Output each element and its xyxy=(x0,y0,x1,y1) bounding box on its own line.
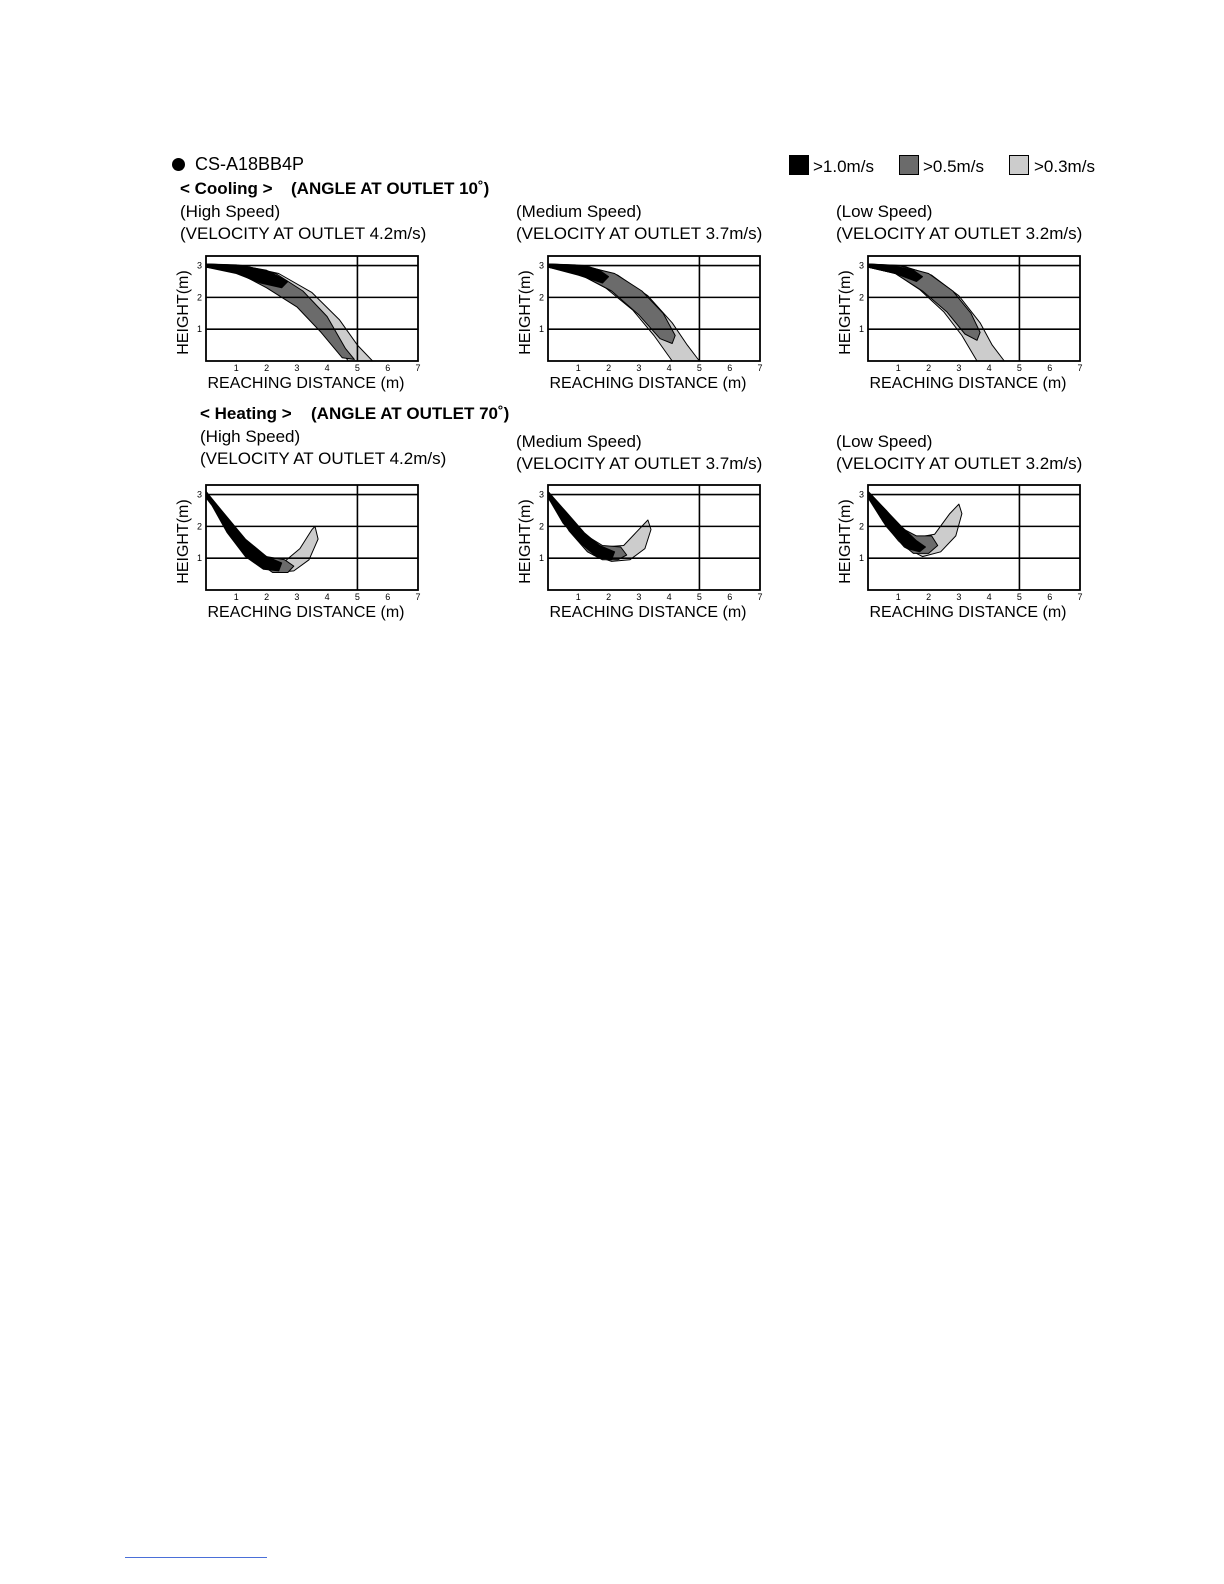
x-tick-label: 5 xyxy=(696,592,702,602)
heating-high-speed-label: (High Speed) xyxy=(200,427,301,446)
cooling-medium-velocity-label: (VELOCITY AT OUTLET 3.7m/s) xyxy=(516,224,763,243)
y-tick-label: 2 xyxy=(538,292,544,303)
x-tick-label: 1 xyxy=(895,592,901,602)
y-tick-label: 2 xyxy=(538,521,544,532)
x-tick-label: 2 xyxy=(926,592,932,602)
y-tick-label: 1 xyxy=(538,324,544,335)
x-tick-label: 1 xyxy=(233,592,239,602)
x-tick-label: 2 xyxy=(264,592,270,602)
x-tick-label: 4 xyxy=(666,363,672,373)
cooling-low-speed-label: (Low Speed) xyxy=(836,202,933,221)
x-axis-label: REACHING DISTANCE (m) xyxy=(869,604,1067,621)
plot-area xyxy=(206,491,318,572)
y-tick-label: 3 xyxy=(858,489,864,500)
plot-area xyxy=(868,264,1004,361)
x-tick-label: 5 xyxy=(354,592,360,602)
y-tick-label: 1 xyxy=(196,553,202,564)
x-tick-label: 2 xyxy=(606,592,612,602)
x-tick-label: 7 xyxy=(757,592,763,602)
chart-heating-medium xyxy=(512,479,772,624)
x-axis-label: REACHING DISTANCE (m) xyxy=(869,375,1067,392)
x-tick-label: 6 xyxy=(1047,592,1053,602)
x-tick-label: 6 xyxy=(385,363,391,373)
x-tick-label: 3 xyxy=(636,592,642,602)
x-tick-label: 5 xyxy=(1016,592,1022,602)
y-tick-label: 1 xyxy=(858,553,864,564)
x-tick-label: 6 xyxy=(727,592,733,602)
y-tick-label: 2 xyxy=(858,521,864,532)
x-tick-label: 4 xyxy=(666,592,672,602)
x-tick-label: 1 xyxy=(575,592,581,602)
x-tick-label: 7 xyxy=(1077,592,1083,602)
x-tick-label: 1 xyxy=(575,363,581,373)
y-tick-label: 2 xyxy=(858,292,864,303)
y-axis-label: HEIGHT(m) xyxy=(517,499,534,584)
x-tick-label: 4 xyxy=(986,363,992,373)
x-tick-label: 2 xyxy=(606,363,612,373)
y-tick-label: 3 xyxy=(196,489,202,500)
x-tick-label: 4 xyxy=(324,592,330,602)
chart-cooling-medium xyxy=(512,250,772,395)
x-tick-label: 6 xyxy=(385,592,391,602)
region-1.0-ms xyxy=(868,264,923,282)
x-tick-label: 3 xyxy=(956,363,962,373)
x-tick-label: 6 xyxy=(1047,363,1053,373)
legend-label-medium: >0.5m/s xyxy=(923,157,984,176)
model-name: CS-A18BB4P xyxy=(195,154,305,174)
y-axis-label: HEIGHT(m) xyxy=(175,270,192,355)
x-tick-label: 6 xyxy=(727,363,733,373)
heating-angle: (ANGLE AT OUTLET 70˚) xyxy=(311,404,510,423)
heating-low-speed-label: (Low Speed) xyxy=(836,432,933,451)
y-tick-label: 1 xyxy=(858,324,864,335)
y-tick-label: 3 xyxy=(538,489,544,500)
x-axis-label: REACHING DISTANCE (m) xyxy=(549,604,747,621)
x-tick-label: 3 xyxy=(636,363,642,373)
region-1.0-ms xyxy=(548,264,609,283)
heating-medium-speed-label: (Medium Speed) xyxy=(516,432,642,451)
legend-swatch-low xyxy=(1009,155,1029,175)
cooling-mode-title: < Cooling > xyxy=(180,179,273,198)
legend-label-low: >0.3m/s xyxy=(1034,157,1095,176)
cooling-low-velocity-label: (VELOCITY AT OUTLET 3.2m/s) xyxy=(836,224,1083,243)
y-tick-label: 1 xyxy=(538,553,544,564)
y-axis-label: HEIGHT(m) xyxy=(837,499,854,584)
plot-area xyxy=(206,264,373,361)
legend-swatch-medium xyxy=(899,155,919,175)
region-0.5-ms xyxy=(548,264,675,344)
x-tick-label: 4 xyxy=(324,363,330,373)
legend-label-high: >1.0m/s xyxy=(813,157,874,176)
y-tick-label: 1 xyxy=(196,324,202,335)
chart-heating-high xyxy=(170,479,430,624)
x-tick-label: 2 xyxy=(926,363,932,373)
y-axis-label: HEIGHT(m) xyxy=(837,270,854,355)
cooling-high-speed-label: (High Speed) xyxy=(180,202,281,221)
plot-area xyxy=(868,491,962,556)
cooling-high-velocity-label: (VELOCITY AT OUTLET 4.2m/s) xyxy=(180,224,427,243)
x-tick-label: 7 xyxy=(415,592,421,602)
x-tick-label: 3 xyxy=(956,592,962,602)
y-tick-label: 3 xyxy=(196,260,202,271)
x-tick-label: 5 xyxy=(696,363,702,373)
x-tick-label: 1 xyxy=(233,363,239,373)
y-tick-label: 3 xyxy=(538,260,544,271)
x-tick-label: 3 xyxy=(294,363,300,373)
region-0.3-ms xyxy=(548,264,699,361)
heating-mode-title: < Heating > xyxy=(200,404,292,423)
heating-high-velocity-label: (VELOCITY AT OUTLET 4.2m/s) xyxy=(200,449,447,468)
x-tick-label: 7 xyxy=(757,363,763,373)
y-tick-label: 2 xyxy=(196,292,202,303)
chart-cooling-low xyxy=(832,250,1092,395)
footer-line xyxy=(125,1557,267,1558)
plot-area xyxy=(548,264,699,361)
x-tick-label: 1 xyxy=(895,363,901,373)
cooling-medium-speed-label: (Medium Speed) xyxy=(516,202,642,221)
x-tick-label: 7 xyxy=(415,363,421,373)
x-tick-label: 5 xyxy=(354,363,360,373)
region-1.0-ms xyxy=(868,491,926,551)
y-axis-label: HEIGHT(m) xyxy=(517,270,534,355)
x-axis-label: REACHING DISTANCE (m) xyxy=(549,375,747,392)
cooling-angle: (ANGLE AT OUTLET 10˚) xyxy=(291,179,490,198)
y-tick-label: 2 xyxy=(196,521,202,532)
heating-low-velocity-label: (VELOCITY AT OUTLET 3.2m/s) xyxy=(836,454,1083,473)
legend-swatch-high xyxy=(789,155,809,175)
x-tick-label: 5 xyxy=(1016,363,1022,373)
region-0.3-ms xyxy=(206,264,373,361)
chart-heating-low xyxy=(832,479,1092,624)
chart-cooling-high xyxy=(170,250,430,395)
x-tick-label: 3 xyxy=(294,592,300,602)
heating-medium-velocity-label: (VELOCITY AT OUTLET 3.7m/s) xyxy=(516,454,763,473)
y-tick-label: 3 xyxy=(858,260,864,271)
x-tick-label: 4 xyxy=(986,592,992,602)
x-tick-label: 7 xyxy=(1077,363,1083,373)
x-axis-label: REACHING DISTANCE (m) xyxy=(207,604,405,621)
region-1.0-ms xyxy=(206,264,288,288)
bullet-icon xyxy=(172,158,185,171)
x-axis-label: REACHING DISTANCE (m) xyxy=(207,375,405,392)
x-tick-label: 2 xyxy=(264,363,270,373)
y-axis-label: HEIGHT(m) xyxy=(175,499,192,584)
